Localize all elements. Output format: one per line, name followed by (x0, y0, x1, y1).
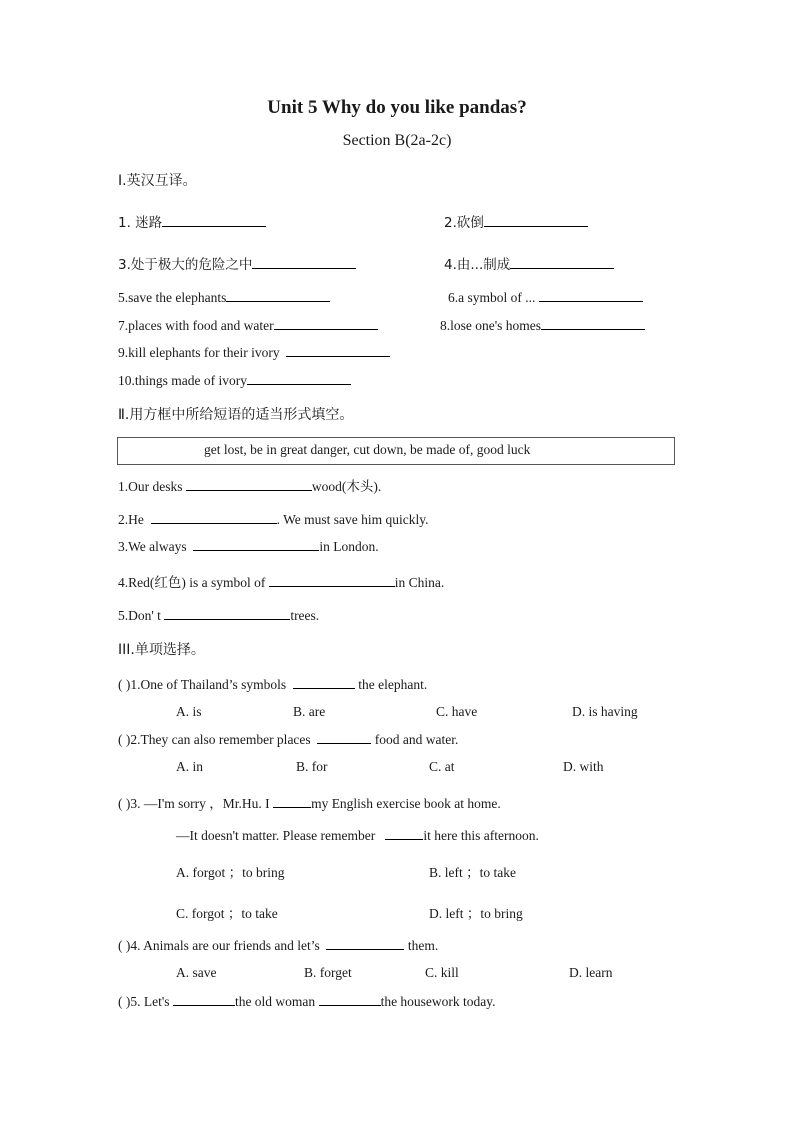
page-title: Unit 5 Why do you like pandas? (267, 97, 527, 118)
s2-item-1-text: 1.Our desks (118, 479, 183, 494)
s1-item-1 (118, 211, 266, 231)
q2-tail: food and water. (374, 732, 459, 747)
q3-stem: 3. —I'm sorry ，Mr.Hu. I (130, 796, 270, 811)
question-4 (118, 937, 438, 954)
answer-blank[interactable] (385, 827, 423, 840)
question-3-reply (176, 827, 539, 844)
s2-item-4 (118, 571, 444, 591)
q3-option-a[interactable]: A. forgot ；to bring (176, 865, 285, 880)
answer-blank[interactable] (173, 993, 235, 1006)
q1-option-a[interactable]: A. is (176, 704, 202, 719)
s1-item-9 (118, 344, 390, 361)
s1-item-5 (118, 289, 330, 306)
s1-item-2 (444, 211, 588, 231)
answer-paren[interactable]: ( ) (118, 938, 131, 953)
phrase-box-text: get lost, be in great danger, cut down, be made of, good luck (204, 442, 531, 457)
s1-item-7-text: 7.places with food and water (118, 318, 274, 333)
s2-item-2-tail: . We must save him quickly. (276, 512, 429, 527)
answer-blank[interactable] (319, 993, 381, 1006)
section-1-heading: Ⅰ.英汉互译。 (118, 173, 197, 189)
s2-item-4-text: 4.Red(红色) is a symbol of (118, 575, 266, 590)
q1-option-c[interactable]: C. have (436, 704, 478, 719)
s1-item-1-text: 1. 迷路 (118, 215, 163, 231)
q2-stem: 2.They can also remember places (130, 732, 311, 747)
q2-option-d[interactable]: D. with (563, 759, 604, 774)
question-1 (118, 676, 427, 693)
answer-blank[interactable] (247, 372, 351, 385)
s1-item-4-text: 4.由...制成 (444, 257, 511, 273)
q3-reply-tail: it here this afternoon. (423, 828, 539, 843)
s1-item-3-text: 3.处于极大的危险之中 (118, 257, 253, 273)
section-3-heading: III.单项选择。 (118, 642, 205, 658)
s1-item-9-text: 9.kill elephants for their ivory (118, 345, 280, 360)
q3-option-b[interactable]: B. left ；to take (429, 865, 516, 880)
q3-tail: my English exercise book at home. (311, 796, 501, 811)
answer-blank[interactable] (317, 731, 371, 744)
s2-item-1-tail: wood(木头). (311, 479, 382, 494)
section-2-heading: Ⅱ.用方框中所给短语的适当形式填空。 (118, 407, 354, 423)
s1-item-10-text: 10.things made of ivory (118, 373, 247, 388)
q2-option-b[interactable]: B. for (296, 759, 328, 774)
question-3 (118, 792, 501, 812)
s2-item-5-text: 5.Don' t (118, 608, 161, 623)
s1-item-4 (444, 253, 614, 273)
answer-blank[interactable] (151, 511, 277, 524)
answer-blank[interactable] (274, 317, 378, 330)
q2-option-c[interactable]: C. at (429, 759, 455, 774)
q1-option-d[interactable]: D. is having (572, 704, 638, 719)
s1-item-6 (448, 289, 643, 306)
answer-paren[interactable]: ( ) (118, 994, 131, 1009)
answer-blank[interactable] (541, 317, 645, 330)
answer-blank[interactable] (510, 256, 614, 269)
answer-blank[interactable] (273, 795, 311, 808)
q4-tail: them. (407, 938, 439, 953)
answer-blank[interactable] (286, 344, 390, 357)
s2-item-5-tail: trees. (290, 608, 320, 623)
q5-stem: 5. Let's (130, 994, 170, 1009)
s2-item-4-tail: in China. (394, 575, 445, 590)
answer-blank[interactable] (484, 214, 588, 227)
s2-item-1 (118, 475, 381, 495)
answer-blank[interactable] (326, 937, 404, 950)
answer-blank[interactable] (226, 289, 330, 302)
s1-item-7 (118, 317, 378, 334)
q5-tail: the housework today. (380, 994, 496, 1009)
answer-blank[interactable] (164, 607, 290, 620)
phrase-box (117, 437, 675, 465)
s2-item-3-text: 3.We always (118, 539, 187, 554)
question-2 (118, 731, 458, 748)
page-subtitle: Section B(2a-2c) (342, 132, 452, 149)
q1-stem: 1.One of Thailand’s symbols (130, 677, 287, 692)
answer-paren[interactable]: ( ) (118, 677, 131, 692)
s2-item-3 (118, 538, 379, 555)
s2-item-2-text: 2.He (118, 512, 144, 527)
q4-option-a[interactable]: A. save (176, 965, 217, 980)
answer-blank[interactable] (539, 289, 643, 302)
answer-blank[interactable] (252, 256, 356, 269)
q5-middle: the old woman (234, 994, 316, 1009)
answer-paren[interactable]: ( ) (118, 796, 131, 811)
s2-item-2 (118, 511, 429, 528)
s1-item-2-text: 2.砍倒 (444, 215, 484, 231)
q4-option-c[interactable]: C. kill (425, 965, 459, 980)
q1-option-b[interactable]: B. are (293, 704, 326, 719)
answer-blank[interactable] (162, 214, 266, 227)
s2-item-3-tail: in London. (319, 539, 379, 554)
q1-tail: the elephant. (358, 677, 428, 692)
answer-blank[interactable] (193, 538, 319, 551)
answer-blank[interactable] (269, 574, 395, 587)
q4-option-d[interactable]: D. learn (569, 965, 613, 980)
q3-option-c[interactable]: C. forgot ；to take (176, 906, 278, 921)
q4-stem: 4. Animals are our friends and let’s (130, 938, 320, 953)
answer-paren[interactable]: ( ) (118, 732, 131, 747)
s2-item-5 (118, 607, 319, 624)
s1-item-10 (118, 372, 351, 389)
s1-item-6-text: 6.a symbol of ... (448, 290, 536, 305)
q2-option-a[interactable]: A. in (176, 759, 203, 774)
s1-item-5-text: 5.save the elephants (118, 290, 227, 305)
q3-option-d[interactable]: D. left ；to bring (429, 906, 523, 921)
answer-blank[interactable] (293, 676, 355, 689)
q4-option-b[interactable]: B. forget (304, 965, 352, 980)
answer-blank[interactable] (186, 478, 312, 491)
question-5 (118, 993, 496, 1010)
s1-item-8 (440, 317, 645, 334)
s1-item-8-text: 8.lose one's homes (440, 318, 542, 333)
q3-reply-text: —It doesn't matter. Please remember (176, 828, 376, 843)
s1-item-3 (118, 253, 356, 273)
